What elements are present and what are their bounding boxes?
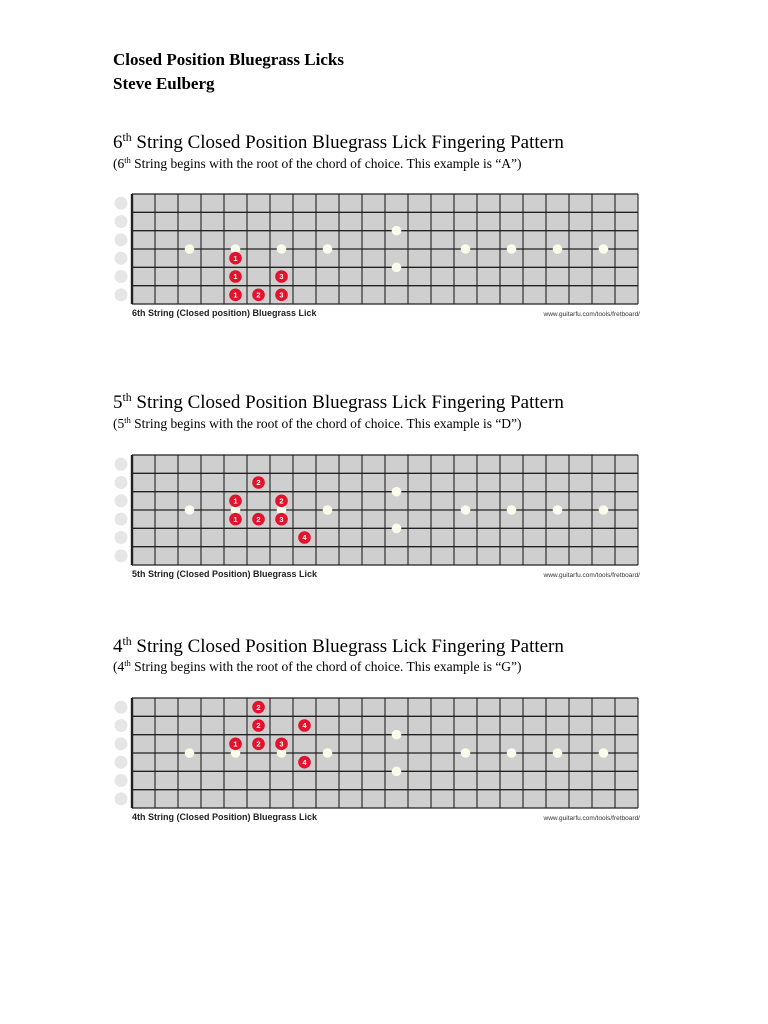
fretboard-svg (112, 190, 642, 306)
finger-number: 2 (256, 702, 261, 712)
finger-number: 1 (233, 739, 238, 749)
inlay-dot (323, 505, 333, 515)
inlay-dot (392, 730, 402, 740)
inlay-dot (553, 748, 563, 758)
note-text: String begins with the root of the chord of choice. This example is “G”) (130, 659, 522, 674)
open-string-marker (115, 549, 128, 562)
inlay-dot (599, 748, 609, 758)
inlay-dot (553, 505, 563, 515)
note-ordinal: th (124, 658, 131, 668)
fretboard-source-url: www.guitarfu.com/tools/fretboard/ (543, 311, 640, 318)
finger-number: 1 (233, 290, 238, 300)
inlay-dot (392, 524, 402, 534)
section-note-6th-string (113, 156, 522, 174)
document-author: Steve Eulberg (113, 74, 215, 93)
note-ordinal: th (124, 155, 131, 165)
finger-number: 1 (233, 496, 238, 506)
section-heading-6th-string (113, 132, 564, 156)
inlay-dot (392, 263, 402, 273)
document-title: Closed Position Bluegrass Licks (113, 50, 344, 69)
inlay-dot (599, 244, 609, 254)
heading-number: 6 (113, 132, 123, 153)
open-string-marker (115, 270, 128, 283)
inlay-dot (392, 767, 402, 777)
open-string-marker (115, 252, 128, 265)
note-open-paren: ( (113, 416, 118, 431)
fretboard-caption: 4th String (Closed Position) Bluegrass Lick (132, 812, 318, 822)
note-number: 6 (117, 156, 125, 171)
section-note-4th-string (113, 659, 522, 677)
finger-number: 3 (279, 739, 284, 749)
inlay-dot (461, 748, 471, 758)
open-string-marker (115, 494, 128, 507)
note-open-paren: ( (113, 156, 118, 171)
inlay-dot (185, 748, 195, 758)
note-number: 5 (117, 416, 125, 431)
inlay-dot (392, 487, 402, 497)
heading-ordinal: th (122, 130, 132, 144)
heading-number: 4 (113, 636, 123, 657)
fretboard-diagram-5th-string (112, 451, 642, 581)
open-string-marker (115, 756, 128, 769)
inlay-dot (507, 748, 517, 758)
finger-number: 4 (302, 757, 307, 767)
inlay-dot (392, 226, 402, 236)
finger-number: 2 (256, 514, 261, 524)
open-string-marker (115, 737, 128, 750)
open-string-marker (115, 233, 128, 246)
open-string-marker (115, 792, 128, 805)
open-string-marker (115, 531, 128, 544)
fretboard-caption: 6th String (Closed position) Bluegrass Lick (132, 308, 317, 318)
open-string-marker (115, 701, 128, 714)
inlay-dot (323, 244, 333, 254)
finger-number: 2 (256, 290, 261, 300)
inlay-dot (323, 748, 333, 758)
fretboard-svg (112, 694, 642, 810)
inlay-dot (507, 244, 517, 254)
fretboard-svg (112, 451, 642, 567)
heading-text: String Closed Position Bluegrass Lick Fingering Pattern (131, 636, 564, 657)
inlay-dot (185, 244, 195, 254)
heading-ordinal: th (122, 634, 132, 648)
inlay-dot (185, 505, 195, 515)
finger-number: 1 (233, 272, 238, 282)
fretboard-diagram-6th-string (112, 190, 642, 320)
finger-number: 2 (256, 739, 261, 749)
open-string-marker (115, 288, 128, 301)
finger-number: 1 (233, 514, 238, 524)
inlay-dot (461, 505, 471, 515)
finger-number: 2 (256, 721, 261, 731)
note-ordinal: th (124, 415, 131, 425)
finger-number: 2 (279, 496, 284, 506)
heading-text: String Closed Position Bluegrass Lick Fingering Pattern (131, 392, 564, 413)
inlay-dot (553, 244, 563, 254)
open-string-marker (115, 197, 128, 210)
inlay-dot (599, 505, 609, 515)
inlay-dot (461, 244, 471, 254)
note-open-paren: ( (113, 659, 118, 674)
finger-number: 3 (279, 290, 284, 300)
fretboard-diagram-4th-string (112, 694, 642, 824)
open-string-marker (115, 774, 128, 787)
finger-number: 1 (233, 253, 238, 263)
inlay-dot (507, 505, 517, 515)
finger-number: 4 (302, 533, 307, 543)
section-heading-4th-string (113, 636, 564, 660)
fretboard-caption: 5th String (Closed Position) Bluegrass Lick (132, 569, 318, 579)
note-text: String begins with the root of the chord of choice. This example is “D”) (130, 416, 522, 431)
section-heading-5th-string (113, 392, 564, 416)
heading-ordinal: th (122, 390, 132, 404)
finger-number: 3 (279, 272, 284, 282)
note-number: 4 (117, 659, 125, 674)
note-text: String begins with the root of the chord of choice. This example is “A”) (130, 156, 522, 171)
finger-number: 2 (256, 478, 261, 488)
finger-number: 3 (279, 514, 284, 524)
heading-text: String Closed Position Bluegrass Lick Fingering Pattern (131, 132, 564, 153)
open-string-marker (115, 719, 128, 732)
open-string-marker (115, 215, 128, 228)
finger-number: 4 (302, 721, 307, 731)
fretboard-source-url: www.guitarfu.com/tools/fretboard/ (543, 815, 640, 822)
open-string-marker (115, 458, 128, 471)
fretboard-source-url: www.guitarfu.com/tools/fretboard/ (543, 572, 640, 579)
heading-number: 5 (113, 392, 123, 413)
open-string-marker (115, 476, 128, 489)
section-note-5th-string (113, 416, 522, 434)
open-string-marker (115, 513, 128, 526)
inlay-dot (277, 244, 287, 254)
